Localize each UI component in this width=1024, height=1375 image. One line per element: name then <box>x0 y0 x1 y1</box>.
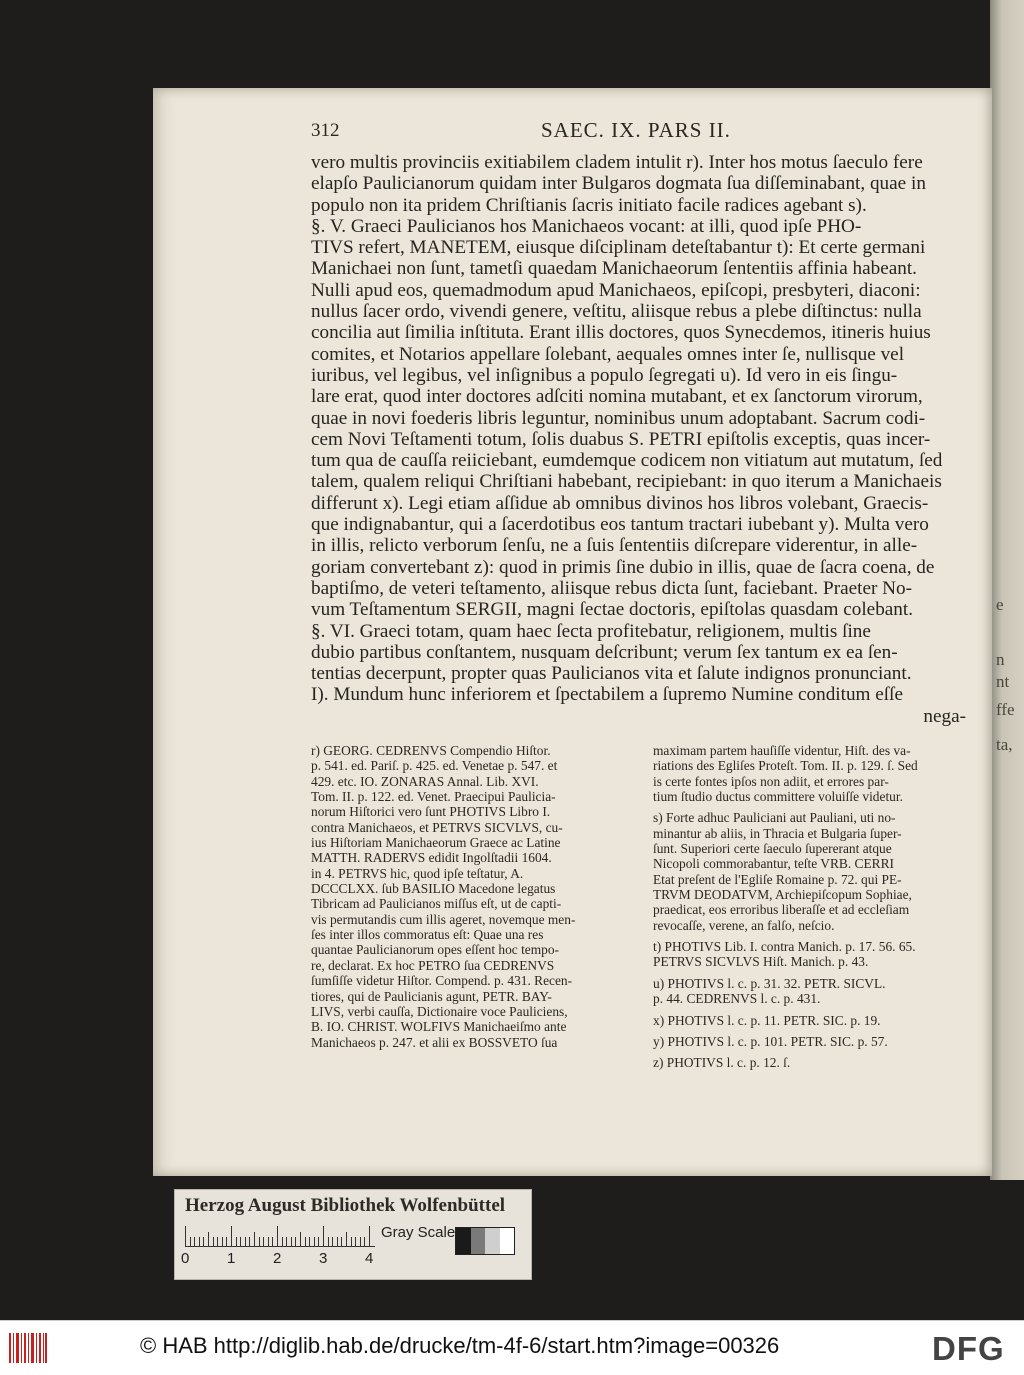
footnote-line: Etat preſent de l'Egliſe Romaine p. 72. qui PE- <box>653 871 902 887</box>
body-line: tentias decerpunt, propter quas Paulicianos vita et ſalute indignos pronunciant. <box>311 663 912 685</box>
body-line: Manichaei non ſunt, tametſi quaedam Manichaeorum ſententiis affinia habeant. <box>311 258 917 280</box>
library-label: Herzog August Bibliothek Wolfenbüttel <box>185 1195 506 1216</box>
ruler-number: 0 <box>181 1250 190 1267</box>
body-line: baptiſmo, de veteri teſtamento, aliisque rebus dicta ſunt, faciebant. Praeter No- <box>311 577 912 599</box>
gray-swatch <box>485 1228 500 1254</box>
ruler-number: 2 <box>273 1250 282 1267</box>
body-line: iuribus, vel legibus, vel inſignibus a populo ſegregati u). Id vero in eis ſingu- <box>311 364 898 386</box>
ruler-tick <box>268 1237 269 1246</box>
ruler-tick <box>199 1237 200 1246</box>
body-text <box>311 152 966 727</box>
body-line: in illis, relicto verborum ſenſu, ne a ſuis ſententiis diſcrepare viderentur, in alle- <box>311 535 918 557</box>
footnote-line: is certe fontes ipſos non adiit, et errores par- <box>653 773 889 789</box>
footnote-line: ſunt. Superiori certe ſaeculo ſupererant atque <box>653 841 892 857</box>
ruler-tick <box>194 1237 195 1246</box>
footnote-line: ſumſiſſe videtur Hiſtor. Compend. p. 431. Recen- <box>311 973 573 989</box>
body-line: quae in novi foederis libris leguntur, nominibus unum adoptabant. Sacrum codi- <box>311 407 926 429</box>
gray-swatch <box>471 1228 486 1254</box>
body-line: que indignabantur, qui a ſacerdotibus eos tantum tractari iubebant y). Multa vero <box>311 514 929 536</box>
footnote-line: tiores, qui de Paulicianis agunt, PETR. BAY- <box>311 988 552 1004</box>
dfg-logo: DFG <box>932 1330 1005 1367</box>
body-line: Nulli apud eos, quemadmodum apud Manichaeos, epiſcopi, presbyteri, diaconi: <box>311 279 921 301</box>
barcode-icon <box>8 1331 48 1365</box>
body-line: TIVS refert, MANETEM, eiusque diſciplinam deteſtabantur t): Et certe germani <box>311 237 926 259</box>
footnote-line: y) PHOTIVS l. c. p. 101. PETR. SIC. p. 57. <box>653 1033 888 1049</box>
neighbor-text-fragment: ffe <box>996 700 1015 719</box>
ruler-tick <box>213 1237 214 1246</box>
footnote-line: minantur ab aliis, in Thracia et Bulgaria ſuper- <box>653 825 902 841</box>
ruler-number: 1 <box>227 1250 236 1267</box>
footnote-line: re, declarat. Ex hoc PETRO ſua CEDRENVS <box>311 957 555 973</box>
footnote-line: Tibricam ad Paulicianos miſſus eſt, ut de capti- <box>311 896 562 912</box>
ruler-number: 4 <box>365 1250 374 1267</box>
footnote-line: revocaſſe, verene, an falſo, neſcio. <box>653 917 835 933</box>
ruler-tick <box>217 1237 218 1246</box>
ruler-tick <box>323 1226 324 1246</box>
footnote-line: 429. etc. IO. ZONARAS Annal. Lib. XVI. <box>311 773 539 789</box>
ruler-tick <box>314 1237 315 1246</box>
body-line: goriam convertebant z): quod in primis ſine dubio in illis, quae de ſacra coena, de <box>311 556 935 578</box>
footnote-line: x) PHOTIVS l. c. p. 11. PETR. SIC. p. 19. <box>653 1012 881 1028</box>
footnote-line: B. IO. CHRIST. WOLFIVS Manichaeiſmo ante <box>311 1019 567 1035</box>
footnote-line: ius Hiſtoriam Manichaeorum Graece ac Latine <box>311 835 561 851</box>
footnote-line: t) PHOTIVS Lib. I. contra Manich. p. 17. 56. 65. <box>653 939 916 955</box>
footnote-line: quantae Paulicianorum opes eſſent hoc tempo- <box>311 942 560 958</box>
footnote-line: tium ſtudio ductus committere voluiſſe videtur. <box>653 789 903 805</box>
footnotes-right-column <box>653 743 983 1071</box>
footnote-line: norum Hiſtorici vero ſunt PHOTIVS Libro I. <box>311 804 551 820</box>
footnote-line: vis permutandis cum illis ageret, novemque men- <box>311 911 576 927</box>
ruler-tick <box>295 1237 296 1246</box>
ruler-tick <box>286 1237 287 1246</box>
ruler-tick <box>309 1237 310 1246</box>
ruler-tick <box>249 1237 250 1246</box>
body-line: nullus ſacer ordo, vivendi genere, veſtitu, aliisque rebus a plebe diſtinctus: nulla <box>311 301 922 323</box>
footnote-line: r) GEORG. CEDRENVS Compendio Hiſtor. <box>311 743 551 758</box>
ruler-tick <box>332 1237 333 1246</box>
ruler-tick <box>291 1237 292 1246</box>
gray-scale-label: Gray Scale <box>381 1224 456 1241</box>
ruler-tick <box>360 1237 361 1246</box>
ruler-tick <box>222 1237 223 1246</box>
ruler-tick <box>226 1237 227 1246</box>
ruler-number: 3 <box>319 1250 328 1267</box>
footnote-line: Manichaeos p. 247. et alii ex BOSSVETO ſua <box>311 1034 558 1050</box>
ruler-tick <box>305 1237 306 1246</box>
ruler-tick <box>277 1226 278 1246</box>
ruler-tick <box>208 1232 209 1246</box>
body-line: populo non ita pridem Chriſtianis ſacris initiato facile radices agebant s). <box>311 194 867 216</box>
ruler-tick <box>240 1237 241 1246</box>
color-scale-card <box>174 1189 532 1280</box>
body-line: §. VI. Graeci totam, quam haec ſecta profitebatur, religionem, multis ſine <box>311 620 871 642</box>
footnote-line: riations des Egliſes Proteſt. Tom. II. p. 129. ſ. Sed <box>653 758 918 774</box>
ruler-tick <box>185 1226 186 1246</box>
footnotes-left-column <box>311 743 636 1050</box>
ruler-tick <box>328 1237 329 1246</box>
page-header <box>311 116 971 150</box>
body-line: elapſo Paulicianorum quidam inter Bulgaros dogmata ſua diſſeminabant, quae in <box>311 173 926 195</box>
page-number: 312 <box>311 120 340 141</box>
ruler <box>185 1224 375 1247</box>
body-line: comites, et Notarios appellare ſolebant, aequales omnes inter ſe, nullisque vel <box>311 343 905 365</box>
footnote-line: ſes inter illos commoratus eſt: Quae una res <box>311 927 544 943</box>
ruler-tick <box>369 1226 370 1246</box>
ruler-tick <box>236 1237 237 1246</box>
footnote-line: MATTH. RADERVS edidit Ingolſtadii 1604. <box>311 850 552 866</box>
neighbor-text-fragment: nt <box>996 672 1010 691</box>
body-line: differunt x). Legi etiam aſſidue ab omnibus divinos hos libros volebant, Graecis- <box>311 492 929 514</box>
ruler-tick <box>272 1237 273 1246</box>
neighbor-text-fragment: n <box>996 650 1005 669</box>
body-line: talem, qualem reliqui Chriſtiani habebant, recipiebant: in quo iterum a Manichaeis <box>311 471 942 493</box>
body-line: §. V. Graeci Paulicianos hos Manichaeos vocant: at illi, quod ipſe PHO- <box>311 215 862 237</box>
ruler-tick <box>346 1232 347 1246</box>
ruler-tick <box>364 1237 365 1246</box>
ruler-tick <box>351 1237 352 1246</box>
ruler-numbers <box>181 1250 381 1270</box>
footnote-line: DCCCLXX. ſub BASILIO Macedone legatus <box>311 881 556 897</box>
ruler-tick <box>318 1237 319 1246</box>
body-line: concilia aut ſimilia inſtituta. Erant illis doctores, quos Synecdemos, itineris huius <box>311 322 931 344</box>
gray-swatch <box>500 1228 515 1254</box>
footnote-line: TRVM DEODATVM, Archiepiſcopum Sophiae, <box>653 887 912 903</box>
body-line: tum qua de cauſſa reiiciebant, eumdemque codicem non vitiatum aut mutatum, ſed <box>311 450 943 472</box>
footnote-line: p. 541. ed. Pariſ. p. 425. ed. Venetae p. 547. et <box>311 758 558 774</box>
ruler-tick <box>341 1237 342 1246</box>
neighbor-page-edge <box>990 0 1024 1180</box>
body-line: cem Novi Teſtamenti totum, ſolis duabus S. PETRI epiſtolis exceptis, quas incer- <box>311 428 931 450</box>
neighbor-text-fragment: ta, <box>996 735 1013 754</box>
body-line: vero multis provinciis exitiabilem cladem intulit r). Inter hos motus ſaeculo fere <box>311 152 923 173</box>
ruler-tick <box>300 1232 301 1246</box>
footnote-line: LIVS, verbi cauſſa, Dictionaire voce Pauliciens, <box>311 1003 568 1019</box>
ruler-tick <box>245 1237 246 1246</box>
ruler-tick <box>231 1226 232 1246</box>
footnote-line: in 4. PETRVS hic, quod ipſe teſtatur, A. <box>311 865 524 881</box>
body-line: nega- <box>923 705 966 727</box>
footnote-line: maximam partem hauſiſſe videntur, Hiſt. des va- <box>653 743 911 758</box>
footnote-line: PETRVS SICVLVS Hiſt. Manich. p. 43. <box>653 954 869 970</box>
footnote-line: Nicopoli commorabantur, teſte VRB. CERRI <box>653 856 894 872</box>
neighbor-text-fragment: e <box>996 595 1004 614</box>
ruler-tick <box>355 1237 356 1246</box>
gray-scale-swatches <box>455 1227 515 1255</box>
footnote-line: contra Manichaeos, et PETRVS SICVLVS, cu- <box>311 819 563 835</box>
ruler-tick <box>259 1237 260 1246</box>
ruler-tick <box>254 1232 255 1246</box>
footnote-line: p. 44. CEDRENVS l. c. p. 431. <box>653 991 821 1007</box>
footnote-line: s) Forte adhuc Pauliciani aut Pauliani, uti no- <box>653 810 896 826</box>
footnote-line: praedicat, eos erroribus liberaſſe et ad eccleſiam <box>653 902 910 918</box>
source-url-link[interactable]: © HAB http://diglib.hab.de/drucke/tm-4f-6/start.htm?image=00326 <box>140 1333 780 1358</box>
footnote-line: Tom. II. p. 122. ed. Venet. Praecipui Paulicia- <box>311 789 556 805</box>
ruler-tick <box>282 1237 283 1246</box>
book-page <box>153 88 992 1176</box>
gray-swatch <box>456 1228 471 1254</box>
ruler-tick <box>203 1237 204 1246</box>
running-head: SAEC. IX. PARS II. <box>541 118 731 142</box>
footnote-line: z) PHOTIVS l. c. p. 12. ſ. <box>653 1055 791 1071</box>
body-line: dubio partibus conſtantem, nusquam deſcribunt; verum ſex tantum ex ea ſen- <box>311 641 898 663</box>
body-line: lare erat, quod inter doctores adſciti nomina mutabant, et ex ſanctorum virorum, <box>311 386 923 408</box>
footnote-line: u) PHOTIVS l. c. p. 31. 32. PETR. SICVL. <box>653 975 886 991</box>
ruler-tick <box>337 1237 338 1246</box>
footer-bar <box>0 1320 1024 1375</box>
ruler-tick <box>190 1237 191 1246</box>
body-line: vum Teſtamentum SERGII, magni ſectae doctoris, epiſtolas quasdam colebant. <box>311 599 914 621</box>
ruler-tick <box>263 1237 264 1246</box>
body-line: I). Mundum hunc inferiorem et ſpectabilem a ſupremo Numine conditum eſſe <box>311 684 903 706</box>
